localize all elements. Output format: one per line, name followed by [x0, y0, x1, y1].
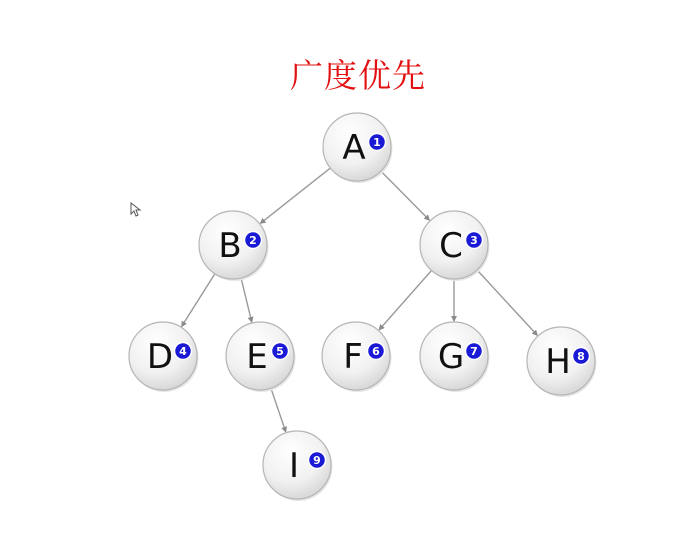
node-label: H: [545, 342, 571, 382]
order-number: 7: [470, 345, 478, 358]
tree-node-G: [420, 322, 490, 392]
order-number: 1: [373, 136, 381, 149]
order-number: 3: [470, 234, 478, 247]
node-label: D: [146, 337, 174, 377]
edge-A-C: [380, 170, 430, 220]
order-number: 4: [179, 345, 187, 358]
tree-node-A: [323, 113, 393, 183]
order-number: 6: [372, 345, 380, 358]
node-label: G: [437, 337, 465, 377]
edge-E-I: [270, 386, 285, 432]
node-label: A: [342, 128, 366, 168]
order-number: 9: [313, 454, 321, 467]
tree-node-H: [527, 327, 597, 397]
diagram-title: 广度优先: [290, 56, 426, 95]
order-number: 8: [577, 350, 585, 363]
node-label: C: [439, 226, 463, 266]
tree-node-C: [420, 211, 490, 281]
tree-node-I: [263, 431, 333, 501]
tree-node-D: [129, 322, 199, 392]
node-label: I: [288, 446, 300, 486]
tree-node-E: [226, 322, 296, 392]
node-label: E: [246, 337, 268, 377]
node-label: B: [218, 226, 242, 266]
order-number: 5: [276, 345, 284, 358]
edge-A-B: [260, 167, 331, 223]
nodes-layer: [129, 113, 597, 501]
edge-C-H: [476, 269, 538, 336]
edge-C-F: [379, 269, 433, 330]
edges-layer: [182, 167, 538, 432]
node-label: F: [343, 337, 363, 377]
tree-node-B: [199, 211, 269, 281]
order-number: 2: [249, 234, 257, 247]
mouse-cursor-icon: [130, 202, 142, 218]
tree-node-F: [322, 322, 392, 392]
edge-B-D: [182, 272, 216, 326]
edge-B-E: [241, 276, 252, 322]
